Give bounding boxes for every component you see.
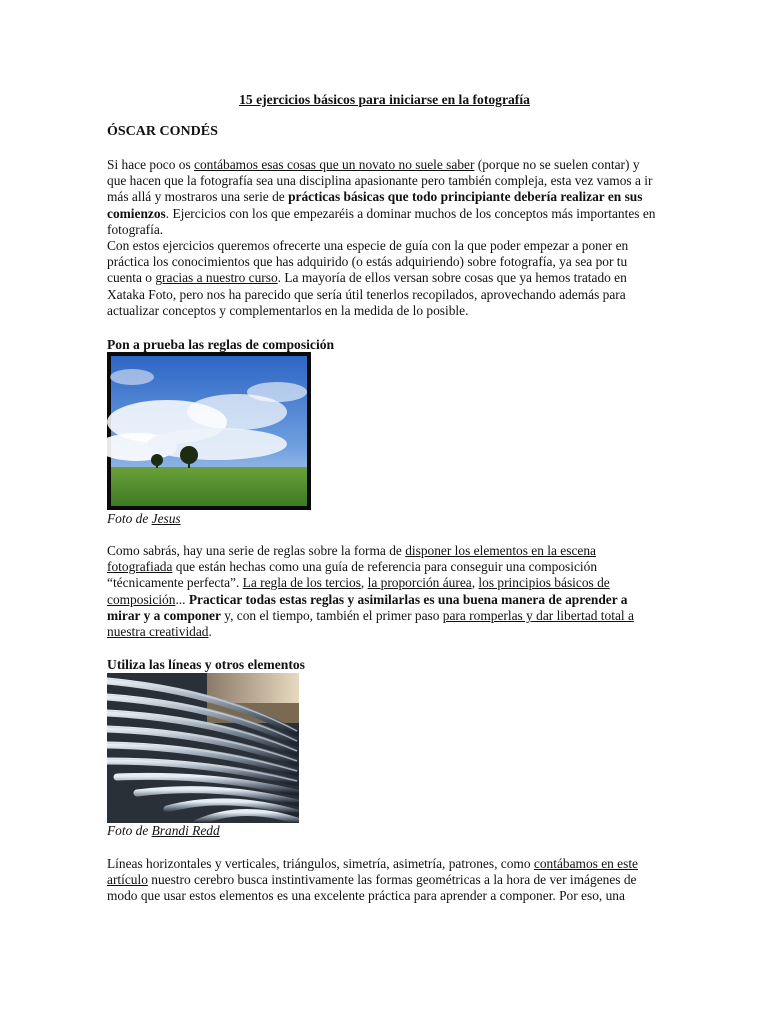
text-span: ... <box>175 591 189 607</box>
section-heading-lineas: Utiliza las líneas y otros elementos <box>107 657 305 672</box>
section-heading-composicion: Pon a prueba las reglas de composición <box>107 337 335 352</box>
text-span: , <box>360 575 368 591</box>
text-span: Líneas horizontales y verticales, triángulos, simetría, asimetría, patrones, como <box>107 856 534 871</box>
bold-text: Practicar todas estas reglas y asimilarlas es una buena manera de aprender a mirar y a componer <box>107 591 628 623</box>
link-tercios[interactable]: La regla de los tercios <box>242 575 361 591</box>
link-principios[interactable]: los principios básicos de composición <box>107 575 610 607</box>
second-paragraph <box>107 238 657 319</box>
caption-prefix: Foto de <box>107 823 152 838</box>
text-span: Como sabrás, hay una serie de reglas sobre la forma de <box>107 543 406 558</box>
link-aurea[interactable]: la proporción áurea <box>367 575 472 591</box>
text-span: Si hace poco os <box>107 157 195 172</box>
intro-paragraph <box>107 157 657 238</box>
link-curso[interactable]: gracias a nuestro curso <box>155 270 278 286</box>
photo-trees-field <box>107 352 311 510</box>
link-romperlas[interactable]: para romperlas y dar libertad total a nuestra creatividad <box>107 607 634 640</box>
composicion-paragraph <box>107 543 657 640</box>
text-span: que están hechas como una guía de referencia para conseguir una composición “técnicamente perfecta”. <box>107 559 598 591</box>
text-span: (porque no se suelen contar) y que hacen que la fotografía sea una disciplina apasionante pero también compleja, esta vez vamos a ir más allá y mostraros una serie de <box>107 157 653 205</box>
photo-caption-2 <box>107 823 220 839</box>
text-span: Con estos ejercicios queremos ofrecerte una especie de guía con la que poder empezar a poner en práctica los conocimientos que has adquirido (o estás adquiriendo) sobre fotografía, ya sea por tu cuenta o <box>107 238 629 286</box>
photo-caption-1 <box>107 511 181 527</box>
bold-text: prácticas básicas que todo principiante debería realizar en sus comienzos <box>107 189 643 221</box>
text-span: . Ejercicios con los que empezaréis a dominar muchos de los conceptos más importantes en fotografía. <box>107 205 656 237</box>
link-disponer[interactable]: disponer los elementos en la escena fotografiada <box>107 543 596 575</box>
link-jesus[interactable]: Jesus <box>151 511 181 526</box>
text-span: , <box>471 575 479 591</box>
caption-prefix: Foto de <box>107 511 152 526</box>
text-span: nuestro cerebro busca instintivamente las formas geométricas a la hora de ver imágenes de modo que usar estos elementos es una excelente práctica para aprender a componer. Por eso, una <box>107 872 637 904</box>
link-brandi-redd[interactable]: Brandi Redd <box>151 823 220 838</box>
text-span: y, con el tiempo, también el primer paso <box>220 607 443 623</box>
document-title: 15 ejercicios básicos para iniciarse en la fotografía <box>239 92 530 107</box>
text-span: . La mayoría de ellos versan sobre cosas que ya hemos tratado en Xataka Foto, pero nos ha parecido que sería útil tenerlos recopilados, aprovechando además para actualizar conceptos y complementarlos en la medida de lo posible. <box>107 270 627 318</box>
author-name: ÓSCAR CONDÉS <box>107 124 218 139</box>
link-articulo[interactable]: contábamos en este artículo <box>107 856 639 888</box>
lineas-paragraph <box>107 856 657 905</box>
text-span: . <box>208 624 212 640</box>
link-novato[interactable]: contábamos esas cosas que un novato no suele saber <box>194 157 475 172</box>
photo-bench-lines <box>107 673 299 823</box>
